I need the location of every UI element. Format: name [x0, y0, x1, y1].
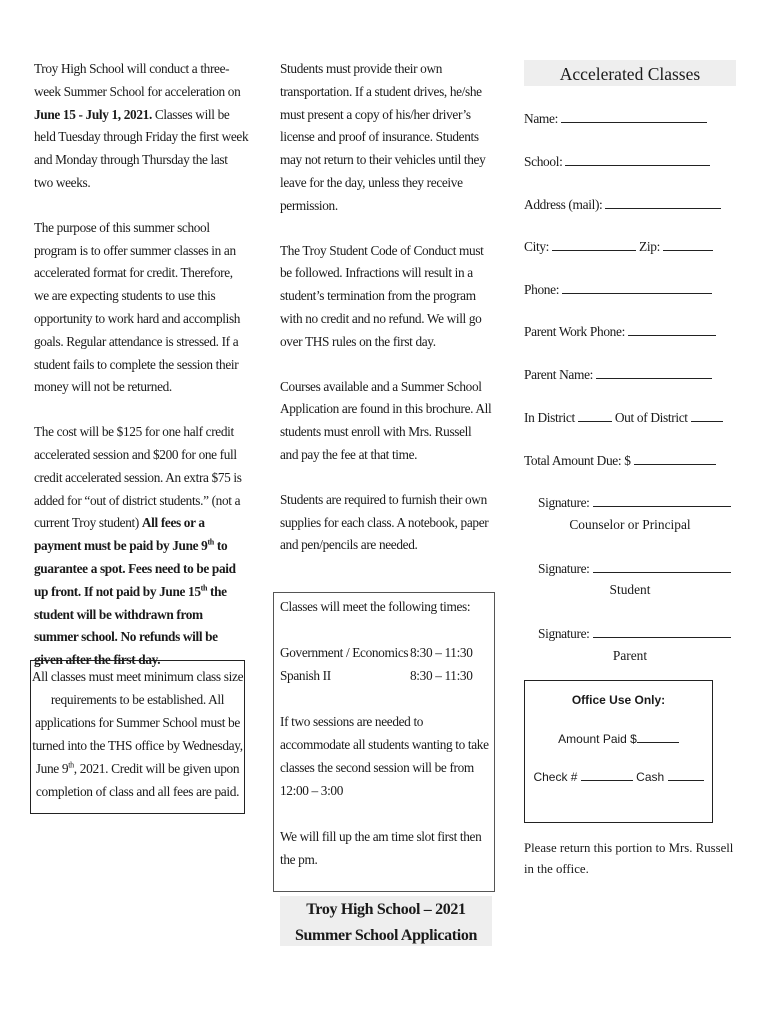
- parent-work-phone-line[interactable]: [628, 323, 716, 336]
- parent-name-line[interactable]: [596, 366, 712, 379]
- check-line[interactable]: [581, 769, 633, 781]
- schedule-row: Government / Economics 8:30 – 11:30: [280, 645, 473, 660]
- class-size-notice-box: [30, 660, 245, 814]
- cost-paragraph: The cost will be $125 for one half credit accelerated session and $200 for one full credit accelerated session. An extra $75 is added for “out of district students.” (not a current Troy student) All fees or a payment must be paid by June 9th to guarantee a spot. Fees need to be paid up front. If not paid by June 15th the student will be withdrawn from summer school. No refunds will be given after the first day.: [34, 424, 242, 668]
- supplies-paragraph: Students are required to furnish their own supplies for each class. A notebook, paper and pen/pencils are needed.: [280, 491, 489, 553]
- purpose-paragraph: The purpose of this summer school program is to offer summer classes in an accelerated format for credit. Therefore, we are expecting students to use this opportunity to work hard and accomplish goals. Regular attendance is stressed. If a student fails to complete the session their money will not be returned.: [34, 219, 241, 395]
- return-note: Please return this portion to Mrs. Russell in the office.: [524, 841, 734, 876]
- name-line[interactable]: [561, 110, 707, 123]
- out-of-district-line[interactable]: [691, 409, 723, 422]
- signature-counselor[interactable]: Signature:: [538, 494, 731, 511]
- cash-line[interactable]: [668, 769, 704, 781]
- intro-column: [34, 58, 249, 672]
- rules-column: [280, 58, 492, 557]
- parent-name-field[interactable]: Parent Name:: [524, 366, 712, 383]
- payment-method-field[interactable]: Check # Cash: [525, 769, 712, 784]
- time-slot-note: We will fill up the am time slot first then the pm.: [280, 829, 482, 867]
- school-line[interactable]: [565, 153, 710, 166]
- class-size-notice: All classes must meet minimum class size requirements to be established. All applications for Summer School must be turned into the THS office by Wednesday, June 9th, 2021. Credit will be given upon completion of class and all fees are paid.: [31, 669, 244, 799]
- transportation-paragraph: Students must provide their own transportation. If a student drives, he/she must present a copy of his/her driver’s license and proof of insurance. Students may not return to their vehicles until they leave for the day, unless they receive permission.: [280, 61, 486, 213]
- signature-line[interactable]: [593, 560, 731, 573]
- signature-role: Counselor or Principal: [569, 517, 691, 532]
- schedule-row: Spanish II 8:30 – 11:30: [280, 668, 473, 683]
- signature-role: Student: [609, 582, 651, 597]
- total-amount-field[interactable]: Total Amount Due: $: [524, 452, 716, 469]
- form-heading: Accelerated Classes: [524, 60, 736, 86]
- parent-work-phone-field[interactable]: Parent Work Phone:: [524, 323, 716, 340]
- brochure-title: Troy High School – 2021 Summer School Application: [280, 896, 492, 946]
- address-field[interactable]: Address (mail):: [524, 196, 721, 213]
- school-field[interactable]: School:: [524, 153, 710, 170]
- office-use-heading: Office Use Only:: [571, 693, 666, 707]
- signature-student[interactable]: Signature:: [538, 560, 731, 577]
- intro-paragraph: Troy High School will conduct a three-week Summer School for acceleration on June 15 - July 1, 2021. Classes will be held Tuesday through Friday the first week and Monday through Thursday the last two weeks.: [34, 61, 249, 190]
- enrollment-paragraph: Courses available and a Summer School Application are found in this brochure. All students must enroll with Mrs. Russell and pay the fee at that time.: [280, 378, 492, 462]
- conduct-paragraph: The Troy Student Code of Conduct must be followed. Infractions will result in a student’s termination from the program with no credit and no refund. We will go over THS rules on the first day.: [280, 242, 484, 349]
- zip-line[interactable]: [663, 238, 713, 251]
- address-line[interactable]: [605, 196, 721, 209]
- city-line[interactable]: [552, 238, 636, 251]
- city-zip-field[interactable]: City: Zip:: [524, 238, 713, 255]
- session-dates: June 15 - July 1, 2021.: [34, 106, 152, 122]
- district-field[interactable]: In District Out of District: [524, 409, 723, 426]
- name-field[interactable]: Name:: [524, 110, 707, 127]
- signature-parent[interactable]: Signature:: [538, 625, 731, 642]
- phone-field[interactable]: Phone:: [524, 281, 712, 298]
- schedule-box: [273, 592, 495, 892]
- amount-paid-line[interactable]: [637, 731, 679, 743]
- amount-paid-field[interactable]: Amount Paid $: [525, 731, 712, 746]
- total-amount-line[interactable]: [634, 452, 716, 465]
- in-district-line[interactable]: [578, 409, 612, 422]
- second-session-note: If two sessions are needed to accommodate all students wanting to take classes the second session will be from 12:00 – 3:00: [280, 714, 489, 798]
- phone-line[interactable]: [562, 281, 712, 294]
- signature-role: Parent: [612, 648, 648, 663]
- signature-line[interactable]: [593, 625, 731, 638]
- office-use-box: [524, 680, 713, 823]
- signature-line[interactable]: [593, 494, 731, 507]
- schedule-heading: Classes will meet the following times:: [280, 599, 471, 614]
